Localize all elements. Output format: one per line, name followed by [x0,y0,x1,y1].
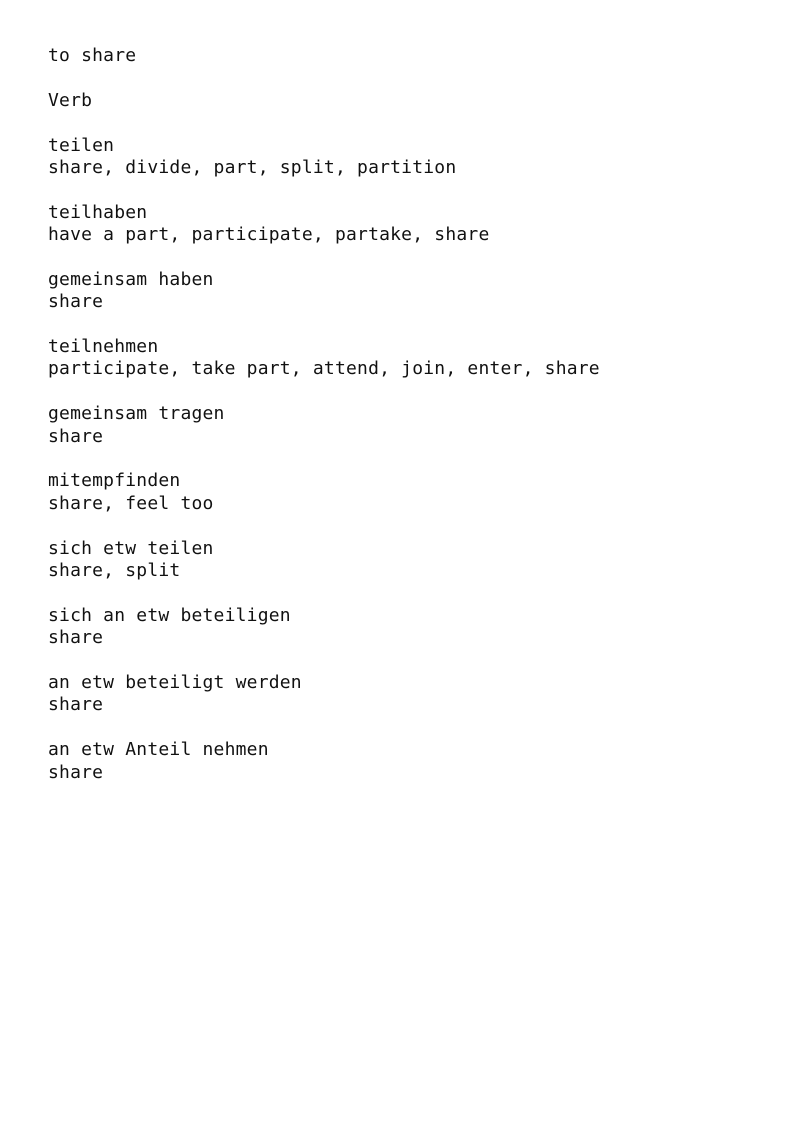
entry [48,269,768,314]
entry-translations: share, divide, part, split, partition [48,156,457,178]
spacer [48,381,768,403]
entry-translations: share, feel too [48,492,214,514]
entry-term: an etw beteiligt werden [48,671,302,693]
entry-translations: share [48,694,104,716]
entry [48,538,768,583]
headword: to share [48,45,137,66]
spacer [48,112,768,134]
entry-term: teilhaben [48,201,148,223]
entry-translations: share [48,291,104,313]
spacer [48,67,768,89]
entry-term: teilen [48,134,115,156]
entry-translations: share [48,425,104,447]
part-of-speech: Verb [48,89,93,111]
entry [48,135,768,180]
entry-translations: participate, take part, attend, join, enter, share [48,358,600,380]
entry-translations: share, split [48,559,181,581]
spacer [48,717,768,739]
entry-term: sich etw teilen [48,537,214,559]
entry-translations: share [48,761,104,783]
entry-translations: have a part, participate, partake, share [48,224,490,246]
entry-term: gemeinsam tragen [48,403,225,425]
spacer [48,314,768,336]
entry [48,336,768,381]
entry [48,202,768,247]
entry-translations: share [48,627,104,649]
entry-term: an etw Anteil nehmen [48,739,269,761]
entry-term: teilnehmen [48,336,159,358]
spacer [48,247,768,269]
spacer [48,515,768,537]
entry-term: gemeinsam haben [48,268,214,290]
entry [48,739,768,784]
entry-term: sich an etw beteiligen [48,604,291,626]
entry [48,672,768,717]
spacer [48,650,768,672]
entry-term: mitempfinden [48,470,181,492]
spacer [48,179,768,201]
entry [48,403,768,448]
entry [48,470,768,515]
dictionary-page [48,45,768,784]
entry [48,605,768,650]
spacer [48,582,768,604]
spacer [48,448,768,470]
